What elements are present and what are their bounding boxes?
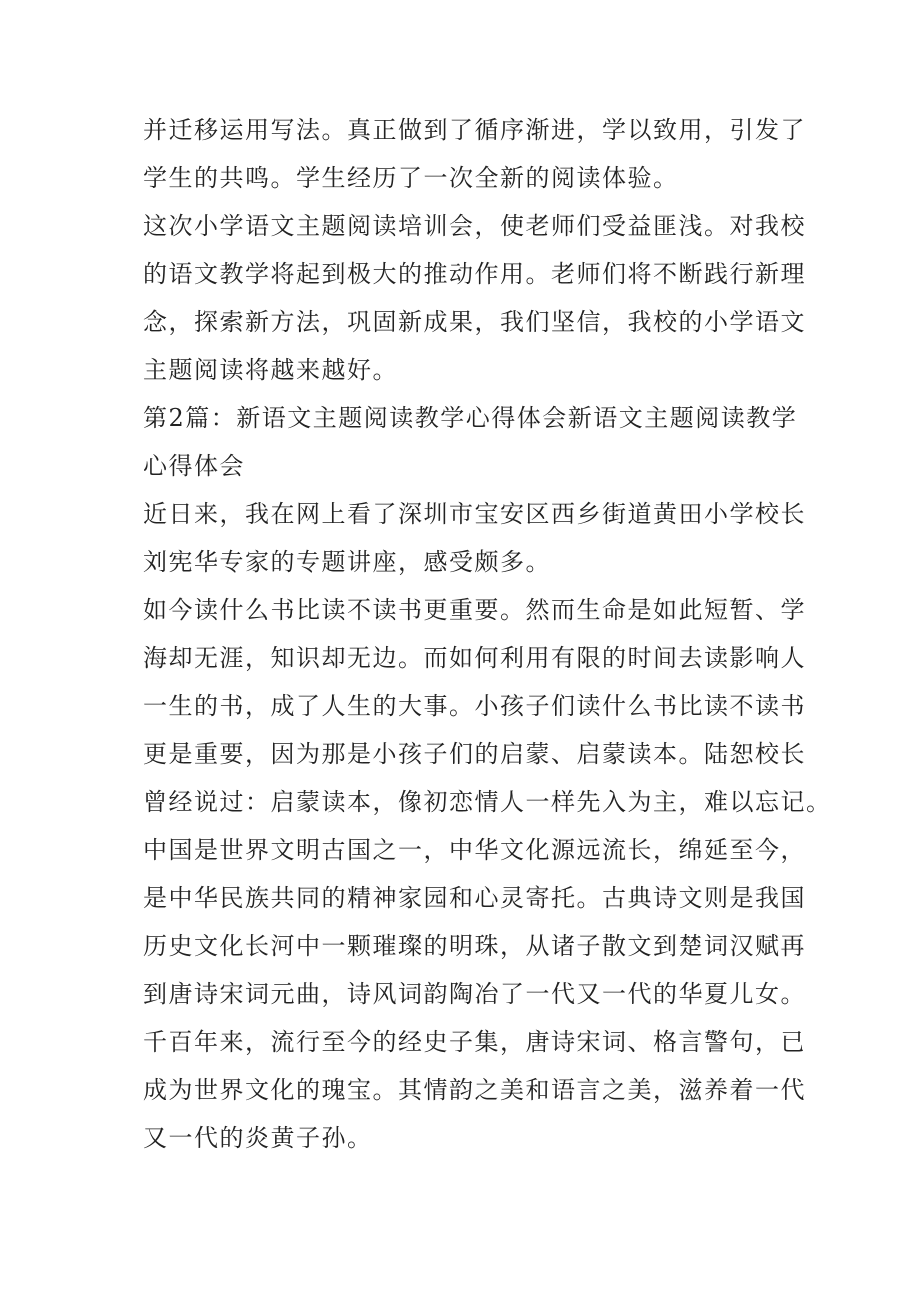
text-line: 这次小学语文主题阅读培训会，使老师们受益匪浅。对我校 xyxy=(143,212,806,240)
text-line: 主题阅读将越来越好。 xyxy=(143,356,398,384)
text-line: 到唐诗宋词元曲，诗风词韵陶冶了一代又一代的华夏儿女。 xyxy=(143,980,806,1008)
section-heading-line: 第2篇：新语文主题阅读教学心得体会新语文主题阅读教学 xyxy=(143,404,798,432)
text-line: 千百年来，流行至今的经史子集，唐诗宋词、格言警句，已 xyxy=(143,1028,806,1056)
section-heading-line: 心得体会 xyxy=(143,452,245,480)
text-line: 又一代的炎黄子孙。 xyxy=(143,1124,373,1152)
document-body xyxy=(143,106,832,1162)
text-line: 海却无涯，知识却无边。而如何利用有限的时间去读影响人 xyxy=(143,644,806,672)
text-line: 历史文化长河中一颗璀璨的明珠，从诸子散文到楚词汉赋再 xyxy=(143,932,806,960)
text-line: 中国是世界文明古国之一，中华文化源远流长，绵延至今， xyxy=(143,836,806,864)
text-line: 一生的书，成了人生的大事。小孩子们读什么书比读不读书 xyxy=(143,692,806,720)
text-line: 刘宪华专家的专题讲座，感受颇多。 xyxy=(143,548,551,576)
text-line: 如今读什么书比读不读书更重要。然而生命是如此短暂、学 xyxy=(143,596,806,624)
text-line: 曾经说过：启蒙读本，像初恋情人一样先入为主，难以忘记。 xyxy=(143,788,832,816)
text-line: 的语文教学将起到极大的推动作用。老师们将不断践行新理 xyxy=(143,260,806,288)
text-line: 并迁移运用写法。真正做到了循序渐进，学以致用，引发了 xyxy=(143,116,806,144)
text-line: 学生的共鸣。学生经历了一次全新的阅读体验。 xyxy=(143,164,679,192)
text-line: 是中华民族共同的精神家园和心灵寄托。古典诗文则是我国 xyxy=(143,884,806,912)
text-line: 更是重要，因为那是小孩子们的启蒙、启蒙读本。陆恕校长 xyxy=(143,740,806,768)
text-line: 成为世界文化的瑰宝。其情韵之美和语言之美，滋养着一代 xyxy=(143,1076,806,1104)
text-line: 念，探索新方法，巩固新成果，我们坚信，我校的小学语文 xyxy=(143,308,806,336)
text-line: 近日来，我在网上看了深圳市宝安区西乡街道黄田小学校长 xyxy=(143,500,806,528)
